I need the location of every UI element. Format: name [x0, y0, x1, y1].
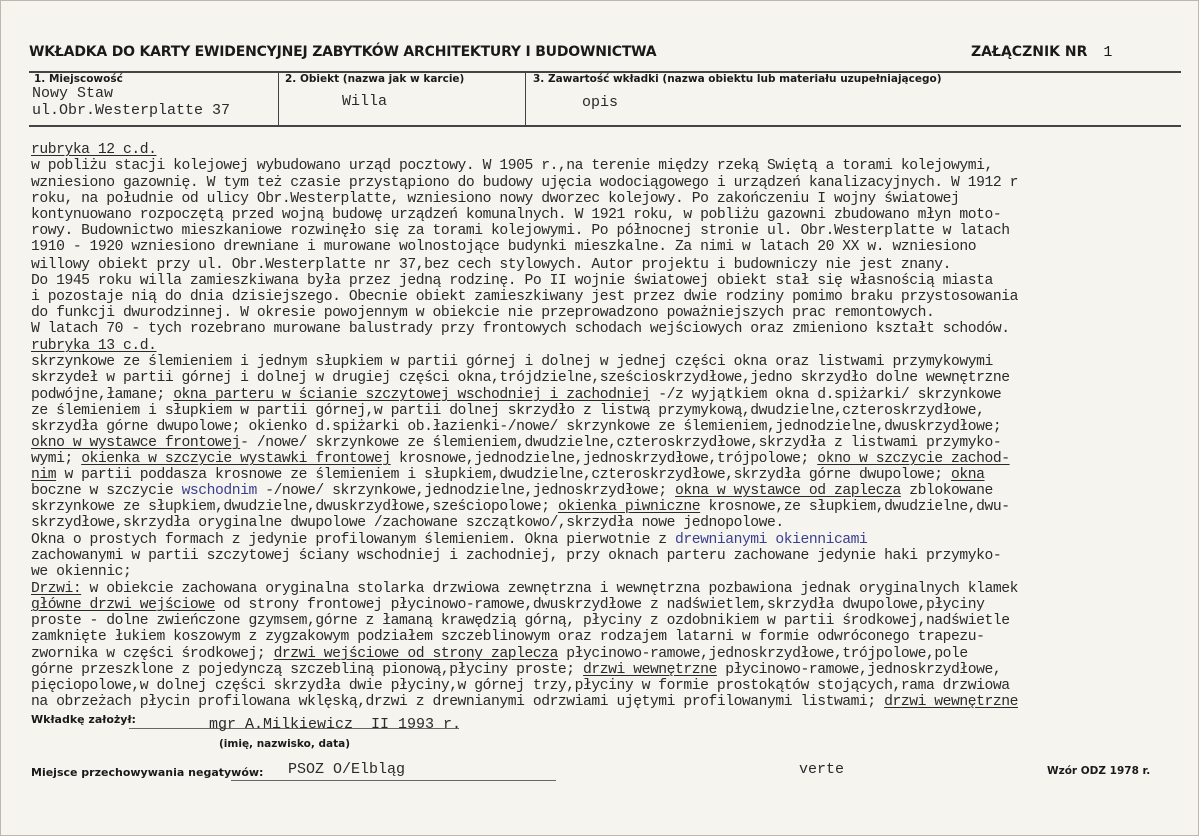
field-divider-2: [525, 71, 526, 126]
text-run: boczne w szczycie: [31, 483, 182, 499]
text-run: płycinowo-ramowe,jednoskrzydłowe,trójpolowe,pole: [557, 646, 968, 662]
body-line: kontynuowano rozpoczętą przed wojną budowę urządzeń komunalnych. W 1921 roku, w pobliżu gazowni zbudowano młyn moto-: [31, 207, 1002, 223]
negatives-storage-line: [231, 780, 556, 781]
body-line: [31, 694, 1018, 710]
body-line: w pobliżu stacji kolejowej wybudowano urząd pocztowy. W 1905 r.,na terenie między rzeką Swiętą a torami kolejowymi,: [31, 158, 993, 174]
body-line: willowy obiekt przy ul. Obr.Westerplatte nr 37,bez cech stylowych. Autor projektu i budowniczy nie jest znany.: [31, 257, 952, 273]
body-line: 1910 - 1920 wzniesiono drewniane i murowane wolnostojące budynki mieszkalne. Za nimi w latach 20 XX w. wzniesiono: [31, 239, 977, 255]
underlined-term: drzwi wejściowe od strony zaplecza: [273, 646, 558, 662]
header-rule-bottom: [29, 125, 1181, 127]
body-line: i pozostaje nią do dnia dzisiejszego. Obecnie obiekt zamieszkiwany jest przez dwie rodziny pomimo braku przystosowania: [31, 289, 1018, 305]
body-line: ze ślemieniem i słupkiem w partii górnej,w partii dolnej skrzydło z listwą przymykową,dwudzielne,czteroskrzydłowe,: [31, 403, 985, 419]
body-line: [31, 581, 1018, 597]
text-run: skrzynkowe ze słupkiem,dwudzielne,dwuskrzydłowe,sześciopolowe;: [31, 499, 558, 515]
body-line: pięciopolowe,w dolnej części skrzydła dwie płyciny,w górnej trzy,płyciny w formie prostokątów stojących,rama drzwiowa: [31, 678, 1010, 694]
section-heading-13: rubryka 13 c.d.: [31, 338, 157, 354]
annex-number: 1: [1103, 44, 1113, 61]
text-run: podwójne,łamane;: [31, 387, 174, 403]
body-line: [31, 662, 1001, 678]
underlined-term: nim: [31, 467, 57, 483]
place-value-line1: Nowy Staw: [32, 85, 114, 102]
text-run: wymi;: [31, 451, 82, 467]
underlined-term: Drzwi:: [31, 581, 82, 597]
body-line: roku, na południe od ulicy Obr.Westerplatte, wzniesiono nowy dworzec kolejowy. Po zakończeniu I wojny światowej: [31, 191, 960, 207]
underlined-term: główne drzwi wejściowe: [31, 597, 216, 613]
underlined-term: okno w wystawce frontowej: [31, 435, 241, 451]
text-run: na obrzeżach płycin profilowana wklęską,drzwi z drewnianymi odrzwiami ujętymi profilowanymi listwami;: [31, 694, 885, 710]
object-value: Willa: [342, 93, 388, 110]
text-run: płycinowo-ramowe,jednoskrzydłowe,: [716, 662, 1002, 678]
body-line: zachowanymi w partii szczytowej ściany wschodniej i zachodniej, przy oknach parteru zachowane jedynie haki przymyko-: [31, 548, 1002, 564]
body-line: we okiennic;: [31, 564, 132, 580]
body-line: zamknięte łukiem koszowym z zygzakowym podziałem szczeblinowym oraz rodzajem latarni w formie odwróconego trapezu-: [31, 629, 985, 645]
annex-label-text: ZAŁĄCZNIK NR: [971, 44, 1088, 60]
prepared-by-caption: (imię, nazwisko, data): [219, 738, 350, 750]
underlined-term: drzwi wewnętrzne: [884, 694, 1018, 710]
body-line: rowy. Budownictwo mieszkaniowe rozwinęło się za torami kolejowymi. Po północnej stronie ul. Obr.Westerplatte w latach: [31, 223, 1010, 239]
place-value-line2: ul.Obr.Westerplatte 37: [32, 102, 231, 119]
text-run: górne przeszklone z pojedynczą szczebliną pionową,płyciny proste;: [31, 662, 584, 678]
underlined-term: okno w szczycie zachod-: [817, 451, 1010, 467]
body-line: Do 1945 roku willa zamieszkiwana była przez jedną rodzinę. Po II wojnie światowej obiekt stał się własnością miasta: [31, 273, 993, 289]
corrected-word: wschodnim: [181, 483, 257, 499]
underlined-term: okienka w szczycie wystawki frontowej: [81, 451, 391, 467]
text-run: od strony frontowej płycinowo-ramowe,dwuskrzydłowe z nadświetlem,skrzydła dwupolowe,płyciny: [215, 597, 985, 613]
underlined-term: okna w wystawce od zaplecza: [675, 483, 901, 499]
content-label: 3. Zawartość wkładki (nazwa obiektu lub materiału uzupełniającego): [533, 73, 942, 85]
underlined-term: okna: [951, 467, 985, 483]
body-line: skrzydeł w partii górnej i dolnej w drugiej części okna,trójdzielne,sześcioskrzydłowe,jedno skrzydło dolne wewnętrzne: [31, 370, 1010, 386]
prepared-by-label: Wkładkę założył:: [31, 713, 136, 726]
corrected-word: drewnianymi okiennicami: [675, 532, 868, 548]
body-line: [31, 483, 993, 499]
body-line: [31, 387, 1001, 403]
form-template-id: Wzór ODZ 1978 r.: [1047, 765, 1151, 777]
text-run: -/nowe/ skrzynkowe,jednodzielne,jednoskrzydłowe;: [256, 483, 676, 499]
body-line: proste - dolne zwieńczone gzymsem,górne z łamaną krawędzią górną, płyciny z ozdobnikiem w partii środkowej,nadświetle: [31, 613, 1010, 629]
body-line: skrzynkowe ze ślemieniem i jednym słupkiem w partii górnej i dolnej w jednej części okna oraz listwami przymykowymi: [31, 354, 993, 370]
underlined-term: okienka piwniczne: [557, 499, 701, 515]
body-line: [31, 646, 968, 662]
body-line: skrzydłowe,skrzydła oryginalne dwupolowe /zachowane szczątkowo/,skrzydła nowe jednopolowe.: [31, 515, 784, 531]
text-run: Okna o prostych formach z jedynie profilowanym ślemieniem. Okna pierwotnie z: [31, 532, 676, 548]
form-title: WKŁADKA DO KARTY EWIDENCYJNEJ ZABYTKÓW ARCHITEKTURY I BUDOWNICTWA: [29, 44, 657, 60]
underlined-term: drzwi wewnętrzne: [583, 662, 717, 678]
body-line: [31, 597, 985, 613]
body-line: [31, 435, 1001, 451]
body-line: wzniesiono gazownię. W tym też czasie przystąpiono do budowy ujęcia wodociągowego i urządzeń kanalizacyjnych. W 1912 r: [31, 175, 1018, 191]
section-heading-12: rubryka 12 c.d.: [31, 142, 157, 158]
field-divider-1: [278, 71, 279, 126]
negatives-storage-label: Miejsce przechowywania negatywów:: [31, 766, 264, 779]
text-run: krosnowe,jednodzielne,jednoskrzydłowe,trójpolowe;: [390, 451, 818, 467]
body-line: W latach 70 - tych rozebrano murowane balustrady przy frontowych schodach wejściowych oraz zmieniono kształt schodów.: [31, 321, 1010, 337]
content-value: opis: [582, 94, 619, 111]
underlined-term: okna parteru w ścianie szczytowej wschodniej i zachodniej: [173, 387, 650, 403]
text-run: zblokowane: [900, 483, 993, 499]
text-run: w obiekcie zachowana oryginalna stolarka drzwiowa zewnętrzna i wewnętrzna pozbawiona jednak oryginalnych klamek: [81, 581, 1018, 597]
body-line: [31, 467, 985, 483]
prepared-by-value: mgr A.Milkiewicz II 1993 r.: [209, 716, 462, 733]
verte-note: verte: [799, 761, 845, 778]
text-run: -/z wyjątkiem okna d.spiżarki/ skrzynkowe: [649, 387, 1002, 403]
body-line: do funkcji dwurodzinnej. W okresie powojennym w obiekcie nie przeprowadzono poważniejszych prac remontowych.: [31, 305, 935, 321]
text-run: w partii poddasza krosnowe ze ślemieniem i słupkiem,dwudzielne,czteroskrzydłowe,skrzydła górne dwupolowe;: [56, 467, 952, 483]
negatives-storage-value: PSOZ O/Elbląg: [288, 761, 406, 778]
text-run: krosnowe,ze słupkiem,dwudzielne,dwu-: [700, 499, 1010, 515]
text-run: zwornika w części środkowej;: [31, 646, 274, 662]
text-run: - /nowe/ skrzynkowe ze ślemieniem,dwudzielne,czteroskrzydłowe,skrzydła z listwami przymyko-: [240, 435, 1002, 451]
body-line: [31, 532, 867, 548]
body-line: [31, 499, 1010, 515]
place-label: 1. Miejscowość: [34, 73, 123, 85]
body-line: skrzydła górne dwupolowe; okienko d.spiżarki ob.łazienki-/nowe/ skrzynkowe ze ślemieniem,jednodzielne,dwuskrzydłowe;: [31, 419, 1002, 435]
object-label: 2. Obiekt (nazwa jak w karcie): [285, 73, 465, 85]
annex-label: [971, 44, 1112, 61]
body-line: [31, 451, 1010, 467]
